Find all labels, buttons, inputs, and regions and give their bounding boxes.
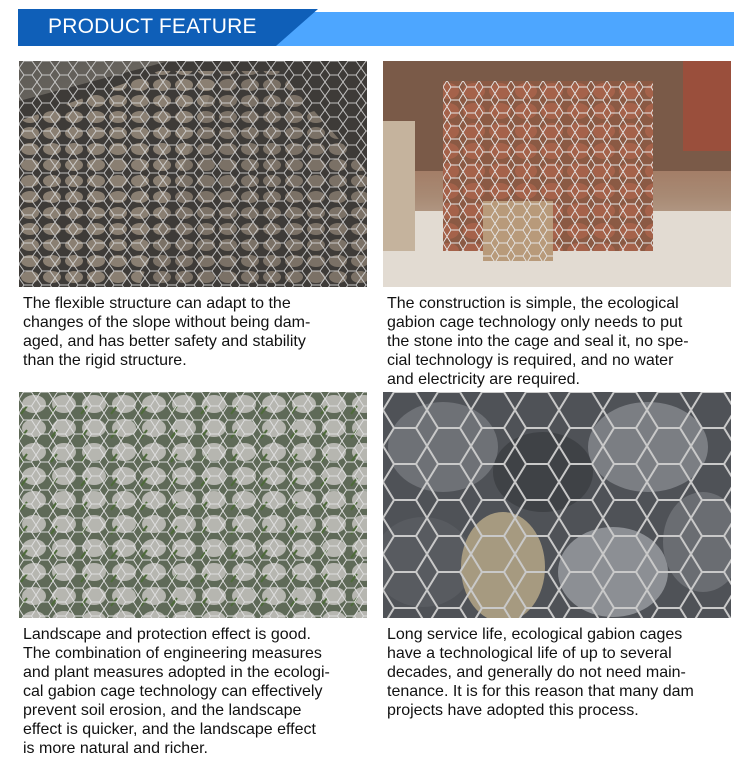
header-banner (0, 0, 750, 55)
feature-caption-flexible (23, 294, 363, 370)
caption-line: the stone into the cage and seal it, no spe- (387, 333, 689, 350)
caption-line: Landscape and protection effect is good. (23, 626, 311, 643)
page-title: PRODUCT FEATURE (48, 15, 257, 38)
caption-line: decades, and generally do not need main- (387, 664, 686, 681)
caption-line: than the rigid structure. (23, 352, 187, 369)
feature-caption-service-life (387, 625, 737, 720)
caption-line: is more natural and richer. (23, 740, 208, 757)
gabion-vegetation-photo (19, 392, 367, 618)
caption-line: cal gabion cage technology can effectively (23, 683, 323, 700)
caption-line: effect is quicker, and the landscape effect (23, 721, 316, 738)
caption-line: gabion cage technology only needs to put (387, 314, 683, 331)
caption-line: aged, and has better safety and stability (23, 333, 306, 350)
feature-caption-landscape (23, 625, 368, 758)
gabion-cage-photo (383, 61, 731, 287)
gabion-stones-photo (383, 392, 731, 618)
caption-line: The flexible structure can adapt to the (23, 295, 291, 312)
caption-line: changes of the slope without being dam- (23, 314, 311, 331)
caption-line: and electricity are required. (387, 371, 580, 388)
caption-line: prevent soil erosion, and the landscape (23, 702, 302, 719)
feature-caption-construction (387, 294, 733, 389)
caption-line: and plant measures adopted in the ecologi- (23, 664, 330, 681)
caption-line: cial technology is required, and no water (387, 352, 674, 369)
caption-line: tenance. It is for this reason that many dam (387, 683, 694, 700)
gabion-slope-photo (19, 61, 367, 287)
caption-line: The combination of engineering measures (23, 645, 322, 662)
caption-line: projects have adopted this process. (387, 702, 639, 719)
caption-line: The construction is simple, the ecological (387, 295, 679, 312)
caption-line: have a technological life of up to several (387, 645, 672, 662)
caption-line: Long service life, ecological gabion cages (387, 626, 683, 643)
